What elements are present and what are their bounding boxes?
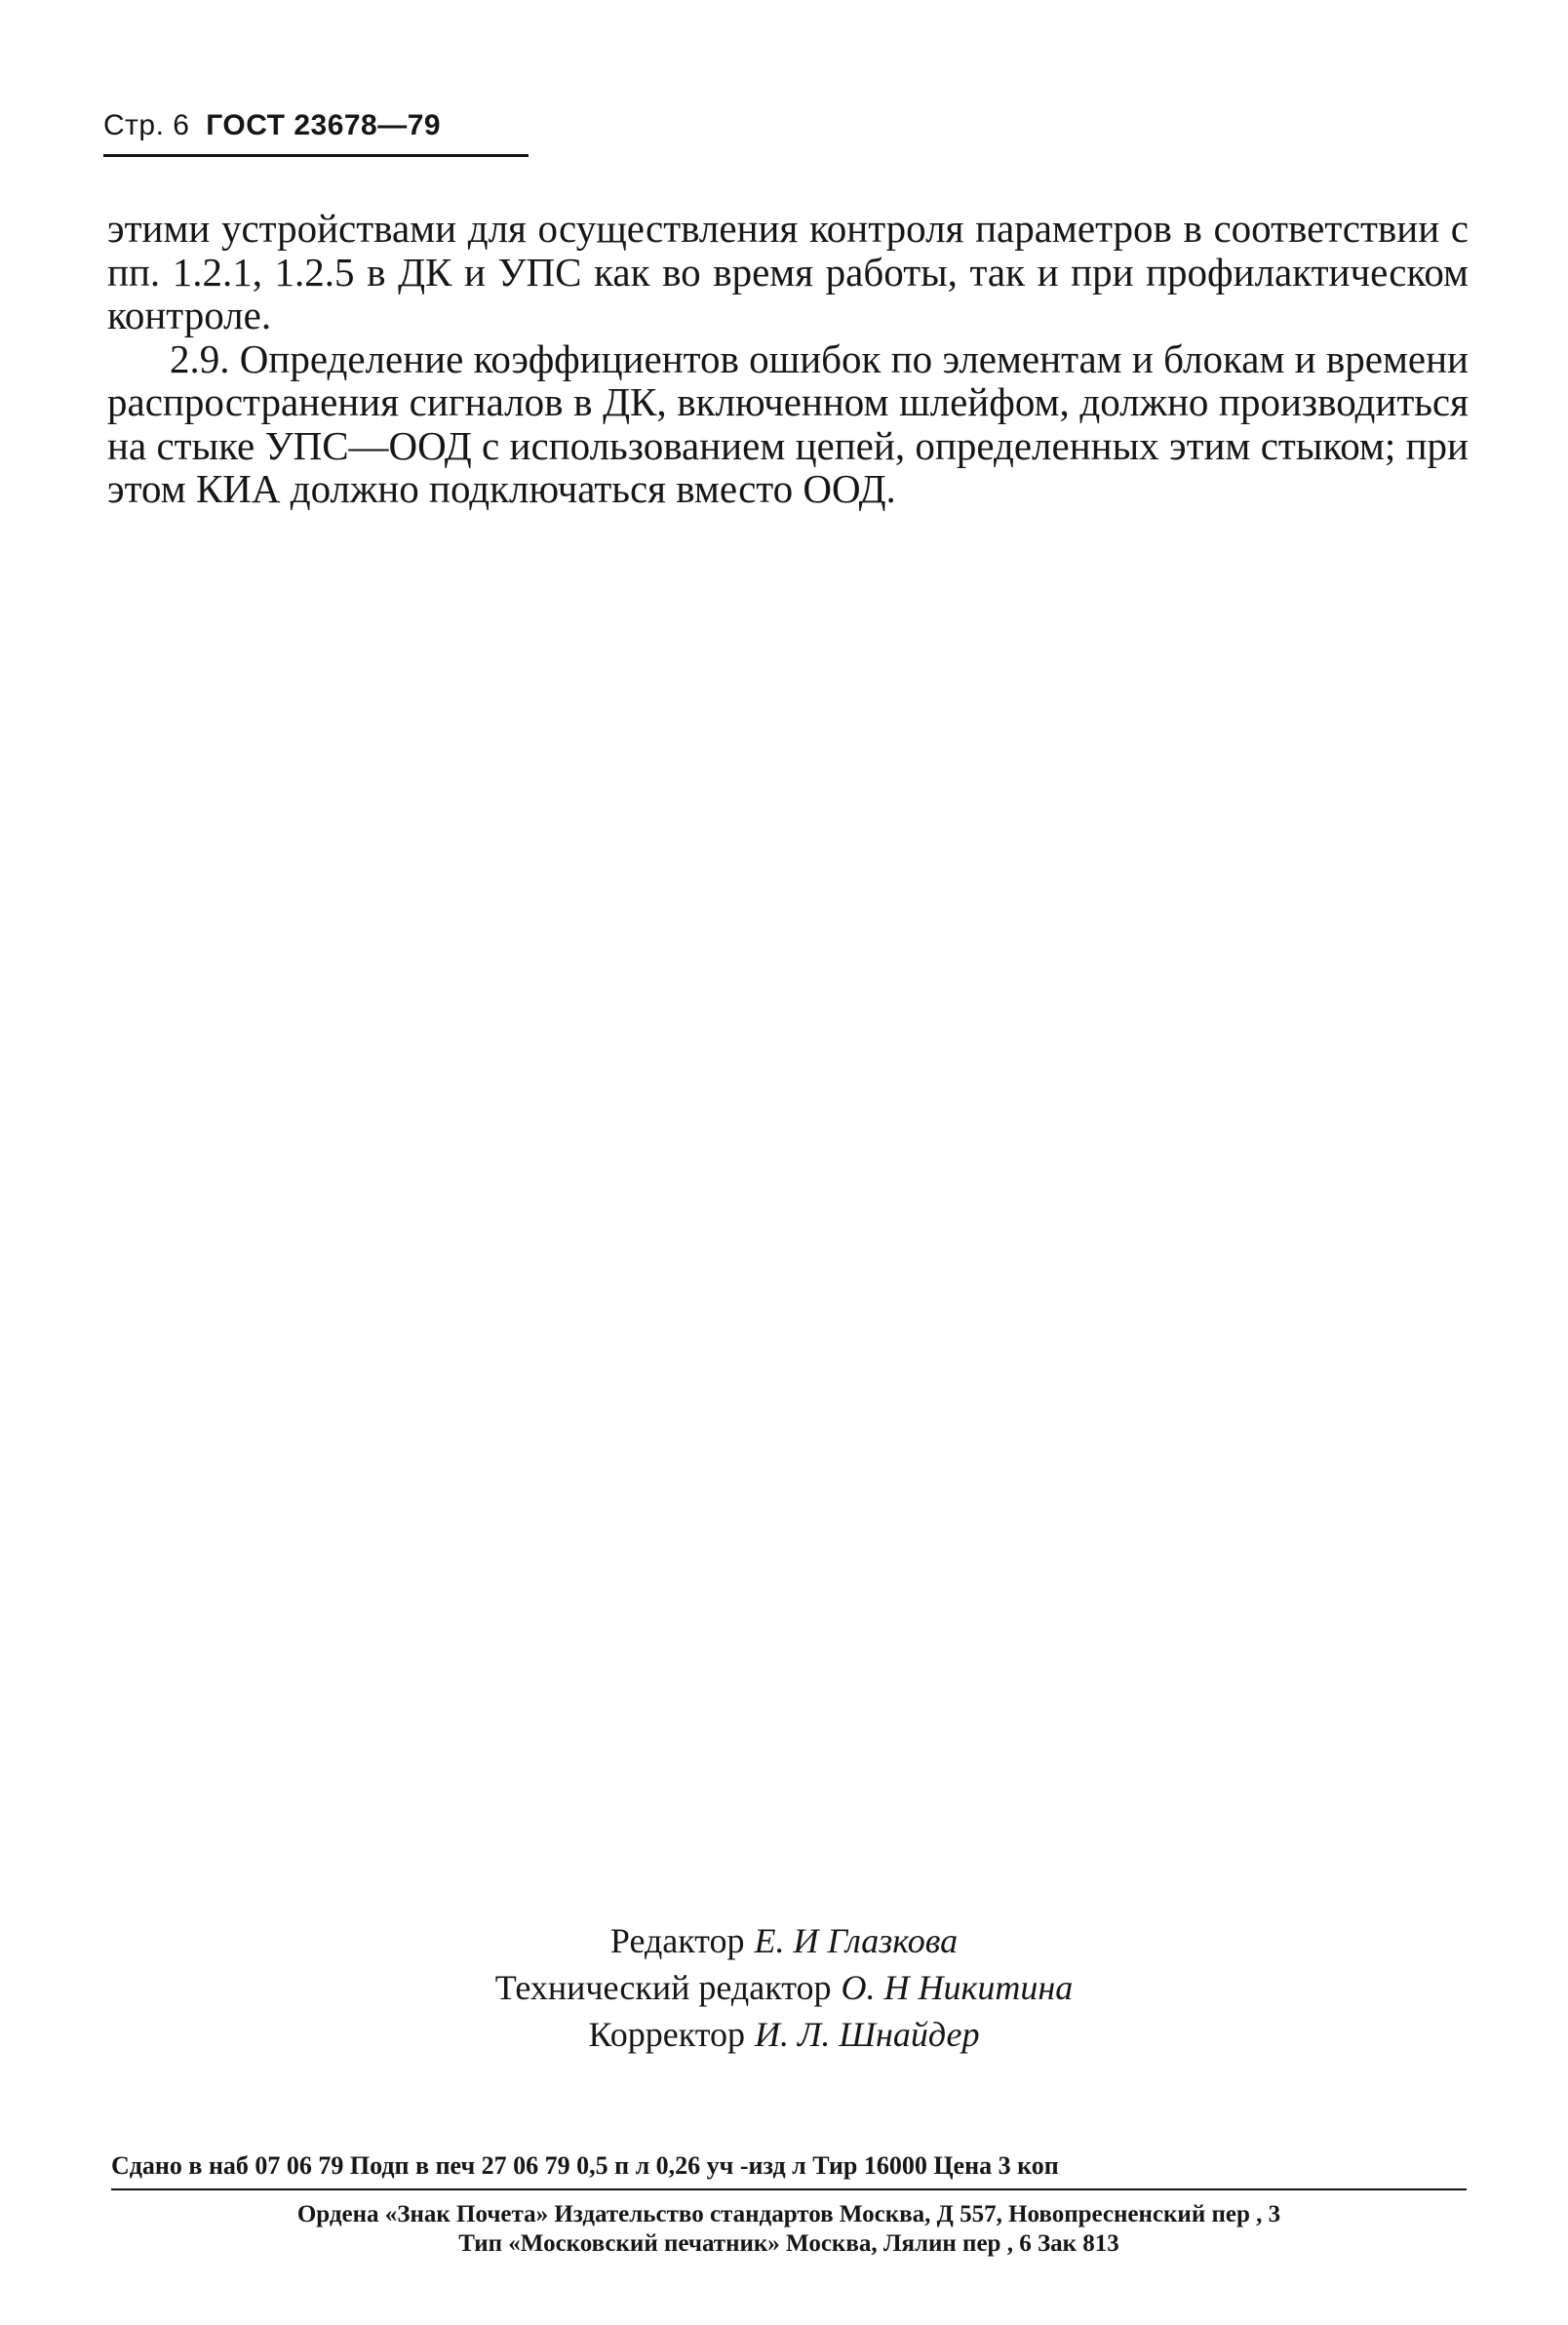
imprint-print-data: Сдано в наб 07 06 79 Подп в печ 27 06 79 0,5 п л 0,26 уч -изд л Тир 16000 Цена 3 коп [111, 2151, 1059, 2180]
credit-proofreader [0, 2011, 1568, 2058]
page-header [103, 109, 441, 142]
credit-editor [0, 1917, 1568, 1964]
credit-person: Е. И Глазкова [754, 1921, 959, 1960]
paragraph-continuation: этими устройствами для осуществления контроля параметров в соответствии с пп. 1.2.1, 1.2.5 в ДК и УПС как во время работы, так и при профилактическом контроле. [107, 206, 1469, 337]
credit-role: Корректор [588, 2015, 746, 2054]
credits-block [0, 1917, 1568, 2058]
credit-role: Редактор [609, 1921, 745, 1960]
credit-person: И. Л. Шнайдер [755, 2015, 980, 2054]
imprint-rule [111, 2188, 1467, 2190]
credit-technical-editor [0, 1964, 1568, 2011]
body-text [107, 207, 1469, 511]
imprint-publisher [111, 2200, 1467, 2259]
standard-designation: ГОСТ 23678—79 [206, 109, 442, 141]
credit-role: Технический редактор [494, 1968, 832, 2007]
page-number: Стр. 6 [103, 109, 190, 141]
paragraph-2-9: 2.9. Определение коэффициентов ошибок по элементам и блокам и времени распространения сигналов в ДК, включенном шлейфом, должно производиться на стыке УПС—ООД с использованием цепей, определенных этим стыком; при этом КИА должно подключаться вместо ООД. [107, 335, 1469, 511]
imprint-publisher-line: Ордена «Знак Почета» Издательство стандартов Москва, Д 557, Новопресненский пер , 3 [296, 2201, 1281, 2227]
header-rule [103, 154, 529, 157]
imprint-printer-line: Тип «Московский печатник» Москва, Лялин пер , 6 Зак 813 [458, 2230, 1119, 2257]
credit-person: О. Н Никитина [841, 1968, 1074, 2007]
